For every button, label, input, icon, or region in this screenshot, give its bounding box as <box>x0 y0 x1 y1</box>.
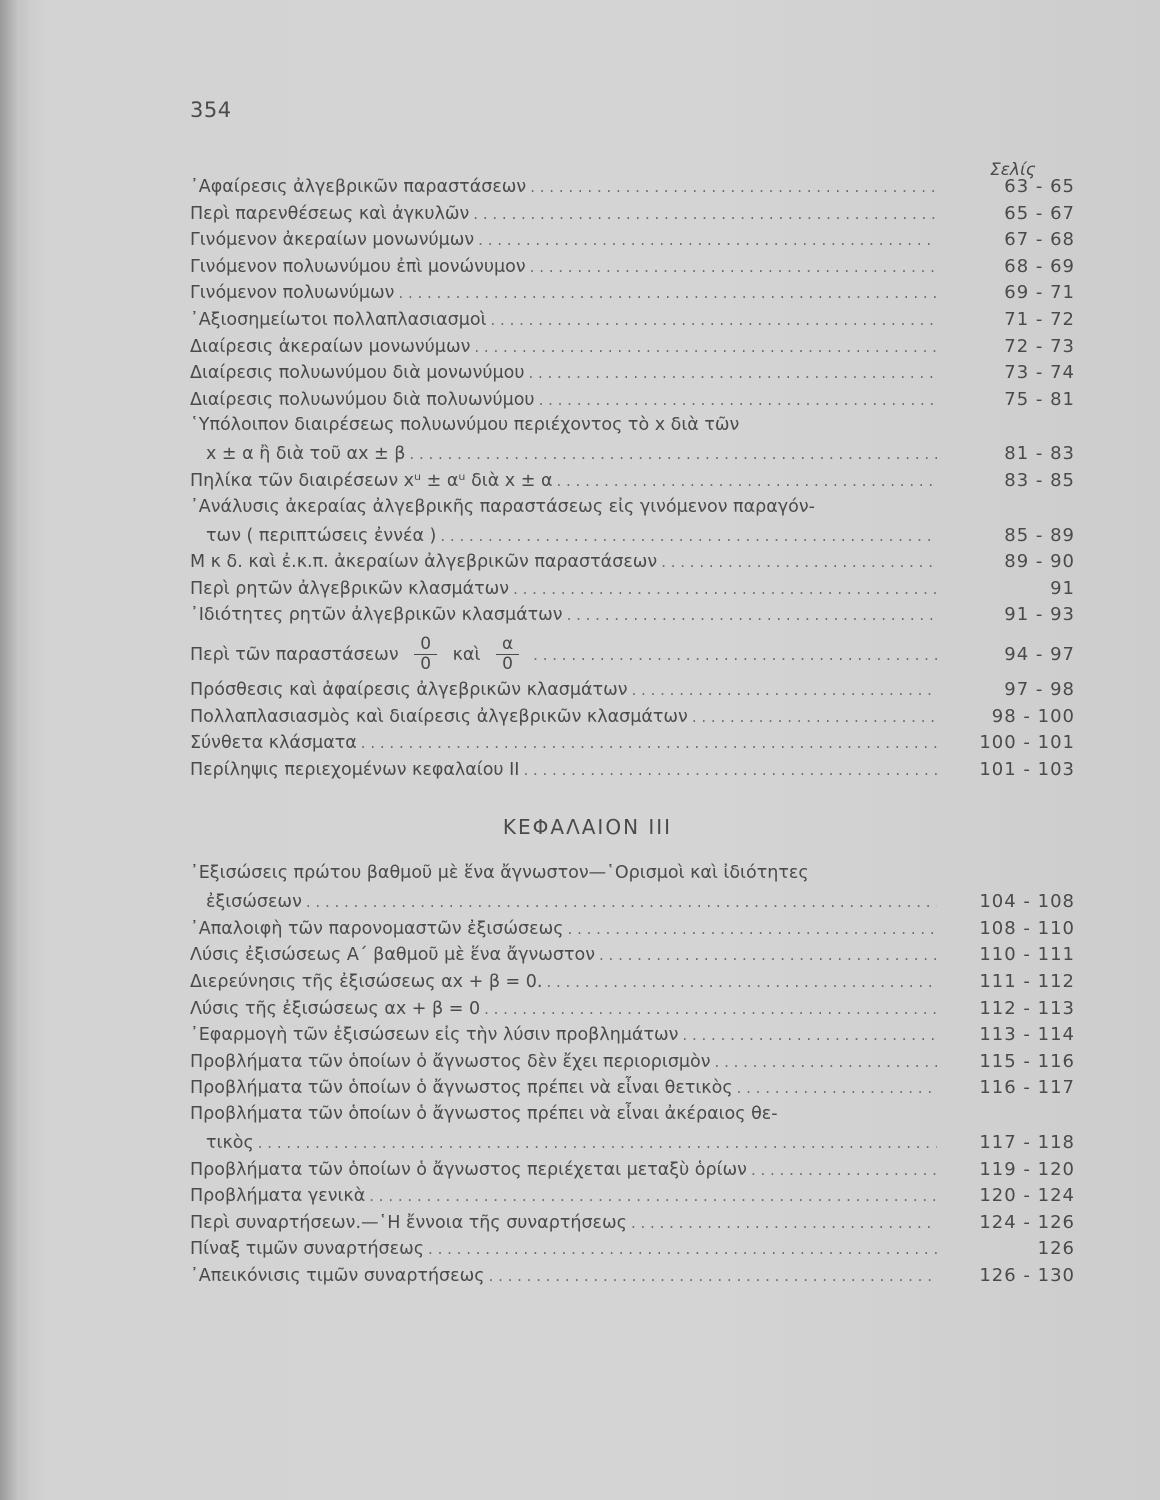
toc-entry-pages: 83 - 85 <box>1004 469 1075 491</box>
toc-entry-title: Προβλήματα τῶν ὁποίων ὁ ἄγνωστος δὲν ἔχει περιορισμὸν <box>190 1051 711 1072</box>
toc-entry <box>190 362 1075 389</box>
toc-entry-pages: 124 - 126 <box>979 1211 1075 1233</box>
toc-entry <box>190 1265 1075 1292</box>
toc-entry-pages: 119 - 120 <box>979 1158 1075 1180</box>
toc-entry-title: Διαίρεσις πολυωνύμου διὰ μονωνύμου <box>190 363 525 384</box>
dot-leader <box>369 1187 937 1205</box>
dot-leader <box>661 553 937 571</box>
dot-leader <box>546 973 937 991</box>
toc-entry-title: x ± α ἢ διὰ τοῦ αx ± β <box>206 444 406 465</box>
toc-entry-pages: 111 - 112 <box>979 971 1075 993</box>
toc-entry-integer-problems-line1 <box>190 1104 1075 1132</box>
dot-leader <box>737 1079 937 1097</box>
toc-section-fraction-operations <box>190 679 1075 785</box>
toc-entry-integer-problems <box>190 1132 1075 1159</box>
toc-entry-remainder-line1 <box>190 415 1075 443</box>
toc-entry-title: Πίναξ τιμῶν συναρτήσεως <box>190 1239 425 1260</box>
toc-entry-pages: 94 - 97 <box>1004 644 1075 666</box>
toc-entry <box>190 389 1075 416</box>
toc-entry-title: Πολλαπλασιασμὸς καὶ διαίρεσις ἀλγεβρικῶν κλασμάτων <box>190 706 688 727</box>
toc-entry <box>190 706 1075 733</box>
dot-leader <box>258 1134 937 1152</box>
toc-entry-pages: 101 - 103 <box>979 758 1075 780</box>
toc-entry-title: ᾿Ανάλυσις ἀκεραίας ἀλγεβρικῆς παραστάσεως εἰς γινόμενον παραγόν- <box>190 496 815 517</box>
toc-entry-pages: 126 - 130 <box>979 1265 1075 1286</box>
toc-entry-pages: 67 - 68 <box>1004 229 1075 251</box>
toc-entry-pages: 81 - 83 <box>1004 443 1075 465</box>
toc-entry <box>190 1185 1075 1212</box>
dot-leader <box>306 893 937 911</box>
toc-entry-title: Προβλήματα τῶν ὁποίων ὁ ἄγνωστος πρέπει νὰ εἶναι θετικὸς <box>190 1078 733 1099</box>
toc-entry-pages: 115 - 116 <box>979 1050 1075 1072</box>
toc-entry-pages: 89 - 90 <box>1004 551 1075 573</box>
toc-entry-title: ἐξισώσεων <box>206 892 302 913</box>
fraction-entry-prefix: Περὶ τῶν παραστάσεων <box>190 644 399 665</box>
toc-entry-title: Γινόμενον ἀκεραίων μονωνύμων <box>190 230 475 251</box>
toc-entry-pages: 69 - 71 <box>1004 282 1075 304</box>
toc-entry-title: Προβλήματα τῶν ὁποίων ὁ ἄγνωστος περιέχεται μεταξὺ ὁρίων <box>190 1159 747 1180</box>
toc-entry-pages: 98 - 100 <box>991 705 1075 727</box>
table-of-contents <box>190 176 1075 1292</box>
toc-entry <box>190 1051 1075 1078</box>
toc-entry-title: Προβλήματα τῶν ὁποίων ὁ ἄγνωστος πρέπει νὰ εἶναι ἀκέραιος θε- <box>190 1104 778 1125</box>
toc-entry-title: Διαίρεσις πολυωνύμου διὰ πολυωνύμου <box>190 389 535 410</box>
dot-leader <box>428 1240 937 1258</box>
toc-entry-title: των ( περιπτώσεις ἐννέα ) <box>206 525 437 546</box>
dot-leader <box>489 1267 937 1285</box>
dot-leader <box>523 761 937 779</box>
toc-entry-title: Διερεύνησις τῆς ἐξισώσεως αx + β = 0. <box>190 972 543 993</box>
dot-leader <box>533 646 937 664</box>
toc-entry-pages: 68 - 69 <box>1004 255 1075 277</box>
toc-entry <box>190 944 1075 971</box>
toc-entry-title: Προβλήματα γενικὰ <box>190 1186 366 1207</box>
page-binding-shadow <box>0 0 30 1500</box>
toc-entry-title: ᾿Απαλοιφὴ τῶν παρονομαστῶν ἐξισώσεως <box>190 918 564 939</box>
toc-entry-title: ᾿Εφαρμογὴ τῶν ἐξισώσεων εἰς τὴν λύσιν προβλημάτων <box>190 1025 679 1046</box>
dot-leader <box>556 472 937 490</box>
toc-entry-title: Διαίρεσις ἀκεραίων μονωνύμων <box>190 336 471 357</box>
toc-entry <box>190 282 1075 309</box>
toc-entry <box>190 998 1075 1025</box>
toc-entry-pages: 113 - 114 <box>979 1024 1075 1046</box>
toc-entry <box>190 229 1075 256</box>
toc-entry-title: ῾Υπόλοιπον διαιρέσεως πολυωνύμου περιέχοντος τὸ x διὰ τῶν <box>190 415 740 436</box>
dot-leader <box>530 178 937 196</box>
toc-entry-title: Πηλίκα τῶν διαιρέσεων xᵘ ± αᵘ διὰ x ± α <box>190 470 553 491</box>
dot-leader <box>528 364 937 382</box>
toc-entry-title: Περὶ ρητῶν ἀλγεβρικῶν κλασμάτων <box>190 578 510 599</box>
toc-entry-pages: 65 - 67 <box>1004 202 1075 224</box>
toc-entry <box>190 203 1075 230</box>
toc-section-algebraic-operations <box>190 176 1075 415</box>
dot-leader <box>530 258 937 276</box>
toc-entry-remainder <box>190 443 1075 470</box>
dot-leader <box>440 527 937 545</box>
dot-leader <box>567 606 937 624</box>
toc-entry-pages: 120 - 124 <box>979 1185 1075 1207</box>
toc-entry-pages: 73 - 74 <box>1004 362 1075 384</box>
toc-entry-equations-line1 <box>190 863 1075 891</box>
toc-entry-factorization <box>190 525 1075 552</box>
toc-entry-pages: 126 <box>1037 1238 1075 1260</box>
toc-entry-title: Γινόμενον πολυωνύμου ἐπὶ μονώνυμον <box>190 256 526 277</box>
toc-entry-indeterminate-forms <box>190 631 1075 679</box>
toc-entry-title: ᾿Αξιοσημείωτοι πολλαπλασιασμοὶ <box>190 309 487 330</box>
toc-entry-pages: 110 - 111 <box>979 944 1075 966</box>
pages-column-header: Σελίς <box>990 160 1036 180</box>
toc-entry-title: τικὸς <box>206 1133 254 1154</box>
toc-entry-pages: 117 - 118 <box>979 1132 1075 1154</box>
toc-entry-title: Περὶ παρενθέσεως καὶ ἀγκυλῶν <box>190 203 470 224</box>
toc-entry <box>190 336 1075 363</box>
toc-entry-pages: 116 - 117 <box>979 1077 1075 1099</box>
dot-leader <box>599 946 937 964</box>
dot-leader <box>632 681 937 699</box>
toc-entry <box>190 1077 1075 1104</box>
toc-entry <box>190 1238 1075 1265</box>
toc-entry-title: Σύνθετα κλάσματα <box>190 733 357 754</box>
dot-leader <box>539 391 937 409</box>
fraction-zero-over-zero <box>414 635 437 675</box>
toc-entry-pages: 72 - 73 <box>1004 335 1075 357</box>
toc-entry <box>190 256 1075 283</box>
toc-section-functions <box>190 1159 1075 1292</box>
toc-entry <box>190 918 1075 945</box>
toc-entry <box>190 679 1075 706</box>
toc-entry <box>190 578 1075 605</box>
dot-leader <box>751 1161 937 1179</box>
chapter-heading: ΚΕΦΑΛΑΙΟΝ ΙΙΙ <box>502 815 673 840</box>
toc-entry-pages: 85 - 89 <box>1004 524 1075 546</box>
toc-entry-pages: 63 - 65 <box>1004 176 1075 197</box>
toc-entry-title: Γινόμενον πολυωνύμων <box>190 283 395 304</box>
toc-entry-title: Περίληψις περιεχομένων κεφαλαίου ΙΙ <box>190 759 520 780</box>
toc-entry-title <box>190 635 529 675</box>
dot-leader <box>484 1000 937 1018</box>
fraction-entry-conjunction: καὶ <box>452 644 481 665</box>
toc-entry-pages: 108 - 110 <box>979 917 1075 939</box>
dot-leader <box>474 338 937 356</box>
toc-entry-quotients <box>190 470 1075 497</box>
toc-entry <box>190 551 1075 578</box>
toc-section-fractions <box>190 551 1075 631</box>
toc-entry-factorization-line1 <box>190 497 1075 525</box>
toc-entry-pages: 71 - 72 <box>1004 308 1075 330</box>
toc-entry-equations <box>190 891 1075 918</box>
fraction-denominator: 0 <box>502 654 513 675</box>
dot-leader <box>692 708 937 726</box>
toc-entry-pages: 112 - 113 <box>979 997 1075 1019</box>
dot-leader <box>513 580 937 598</box>
dot-leader <box>491 311 937 329</box>
dot-leader <box>715 1053 937 1071</box>
toc-entry-title: ᾿Εξισώσεις πρώτου βαθμοῦ μὲ ἕνα ἄγνωστον—῾Ορισμοὶ καὶ ἰδιότητες <box>190 863 809 884</box>
toc-entry-title: ᾿Απεικόνισις τιμῶν συναρτήσεως <box>190 1266 485 1286</box>
page-number: 354 <box>190 98 232 122</box>
toc-entry <box>190 604 1075 631</box>
toc-entry <box>190 1024 1075 1051</box>
toc-entry <box>190 1212 1075 1239</box>
dot-leader <box>631 1214 937 1232</box>
toc-entry <box>190 971 1075 998</box>
dot-leader <box>478 231 937 249</box>
dot-leader <box>409 445 937 463</box>
toc-entry-pages: 97 - 98 <box>1004 678 1075 700</box>
dot-leader <box>568 920 937 938</box>
toc-entry-pages: 100 - 101 <box>979 732 1075 754</box>
dot-leader <box>361 734 937 752</box>
toc-entry-title: Λύσις ἐξισώσεως Α΄ βαθμοῦ μὲ ἕνα ἄγνωστον <box>190 945 596 966</box>
dot-leader <box>682 1026 937 1044</box>
toc-entry-title: Λύσις τῆς ἐξισώσεως αx + β = 0 <box>190 998 481 1019</box>
toc-entry-title: Περὶ συναρτήσεων.—῾Η ἔννοια τῆς συναρτήσεως <box>190 1212 627 1233</box>
fraction-alpha-over-zero <box>496 635 519 675</box>
toc-entry-pages: 104 - 108 <box>979 891 1075 913</box>
toc-entry-title: Μ κ δ. καὶ ἐ.κ.π. ἀκεραίων ἀλγεβρικῶν παραστάσεων <box>190 552 658 573</box>
toc-entry-title: ᾿Αφαίρεσις ἀλγεβρικῶν παραστάσεων <box>190 177 527 197</box>
toc-entry-title: Πρόσθεσις καὶ ἀφαίρεσις ἀλγεβρικῶν κλασμάτων <box>190 679 628 700</box>
fraction-numerator: α <box>496 635 519 656</box>
toc-entry <box>190 732 1075 759</box>
toc-entry <box>190 759 1075 786</box>
fraction-denominator: 0 <box>420 654 432 675</box>
dot-leader <box>398 284 937 302</box>
toc-entry <box>190 176 1075 203</box>
toc-entry <box>190 1159 1075 1186</box>
toc-entry-pages: 91 - 93 <box>1004 604 1075 626</box>
toc-section-equations <box>190 918 1075 1104</box>
dot-leader <box>473 205 937 223</box>
toc-entry <box>190 309 1075 336</box>
toc-entry-pages: 91 <box>1050 577 1075 599</box>
fraction-numerator: 0 <box>414 635 437 656</box>
toc-entry-title: ᾿Ιδιότητες ρητῶν ἀλγεβρικῶν κλασμάτων <box>190 605 563 626</box>
toc-entry-pages: 75 - 81 <box>1004 388 1075 410</box>
